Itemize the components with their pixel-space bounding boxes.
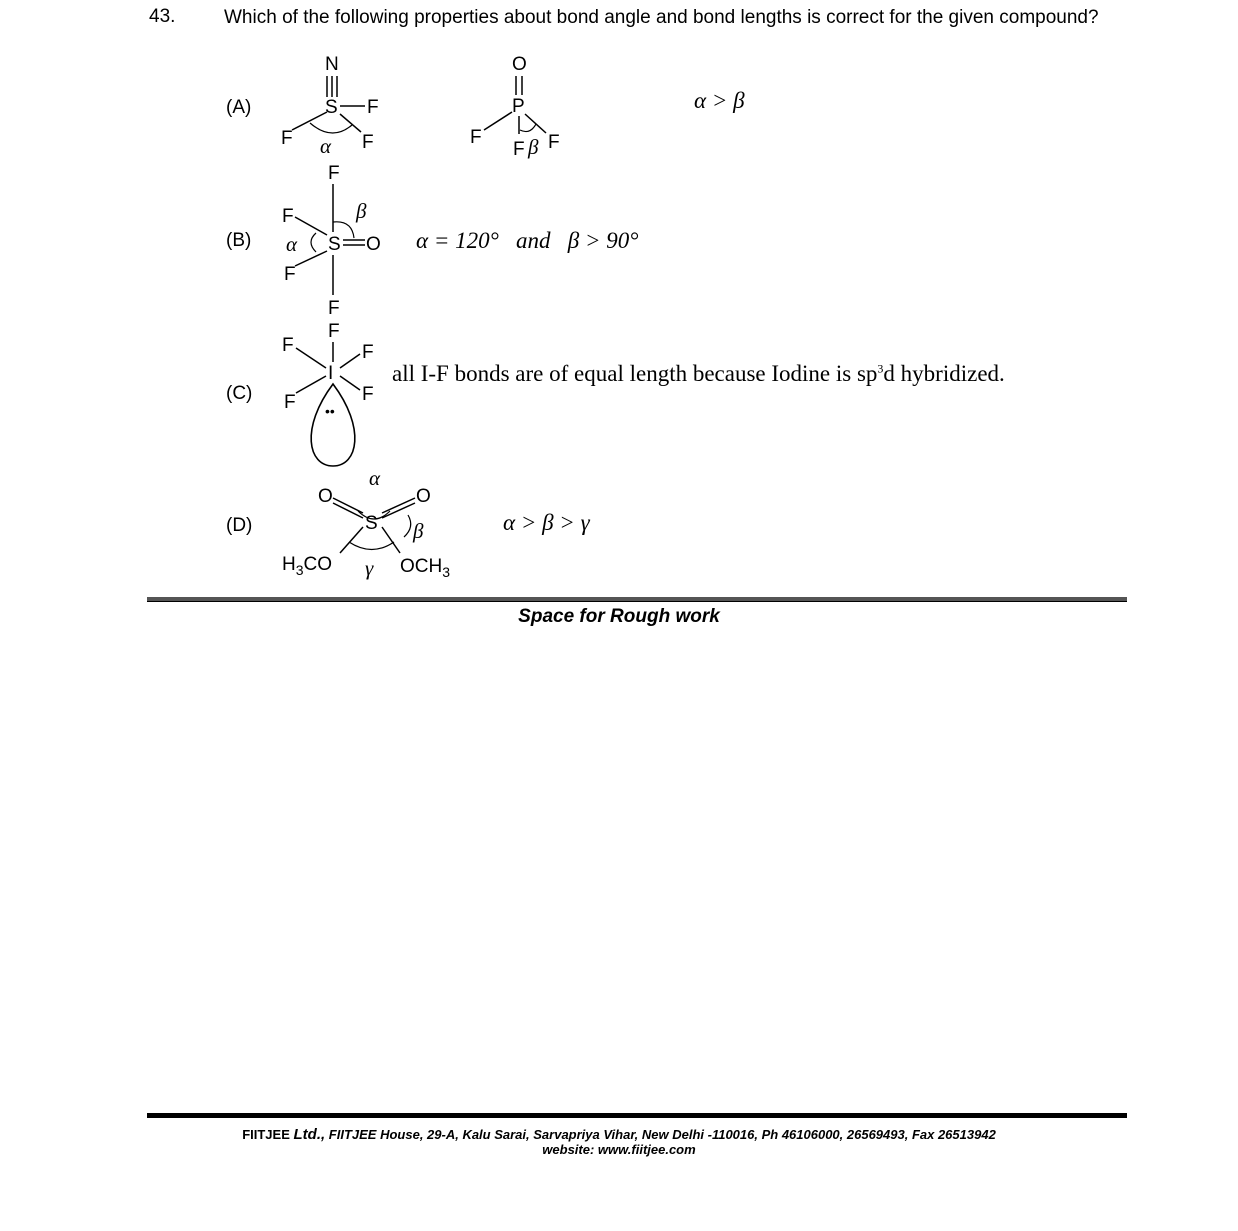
atom-o: O xyxy=(512,54,527,75)
atom-f: F xyxy=(513,139,525,160)
atom-s: S xyxy=(328,234,341,255)
atom-f: F xyxy=(328,321,340,342)
angle-beta: β xyxy=(528,135,539,159)
lone-pair-dots: •• xyxy=(325,403,335,419)
option-a-molecule-pof3 xyxy=(460,50,590,160)
footer-ltd: Ltd., xyxy=(293,1126,326,1143)
section-divider xyxy=(147,597,1127,602)
option-a-molecule-nsf3 xyxy=(270,50,400,160)
angle-alpha: α xyxy=(286,232,298,256)
atom-f: F xyxy=(284,264,296,285)
footer-brand: FIITJEE xyxy=(242,1127,290,1142)
option-d-label: (D) xyxy=(226,515,253,536)
rough-work-heading: Space for Rough work xyxy=(518,606,720,627)
atom-s: S xyxy=(325,97,338,118)
group-h3co: $H_3CO$ xyxy=(282,554,333,578)
footer-divider xyxy=(147,1113,1127,1118)
atom-i: I xyxy=(328,363,334,384)
atom-f: F xyxy=(282,335,294,356)
option-d-condition: α > β > γ xyxy=(503,510,590,535)
atom-f: F xyxy=(281,128,293,149)
atom-f: F xyxy=(282,206,294,227)
atom-f: F xyxy=(328,298,340,319)
atom-f: F xyxy=(362,132,374,153)
atom-p: P xyxy=(512,96,525,117)
atom-f: F xyxy=(284,392,296,413)
option-b-label: (B) xyxy=(226,230,252,251)
atom-o: O xyxy=(366,234,381,255)
angle-beta: β xyxy=(413,519,424,543)
angle-alpha: α xyxy=(320,134,332,158)
option-d-molecule-dimethyl-sulfate xyxy=(270,465,470,587)
angle-gamma: γ xyxy=(365,556,374,580)
atom-f: F xyxy=(362,342,374,363)
footer-address-text: FIITJEE House, 29-A, Kalu Sarai, Sarvapriya Vihar, New Delhi -110016, Ph 46106000, 26569493, Fax 26513942 xyxy=(328,1127,996,1142)
option-b-condition: α = 120° and β > 90° xyxy=(416,228,639,253)
option-a-label: (A) xyxy=(226,97,252,118)
atom-o: O xyxy=(318,486,333,507)
group-och3: $OCH_3$ xyxy=(400,556,451,580)
angle-alpha: α xyxy=(369,466,381,490)
footer-address xyxy=(0,1126,1238,1143)
question-number: 43. xyxy=(149,6,176,27)
atom-f: F xyxy=(548,132,560,153)
option-b-molecule-sof4 xyxy=(270,160,410,320)
atom-n: N xyxy=(325,54,339,75)
atom-f: F xyxy=(367,97,379,118)
atom-f: F xyxy=(470,127,482,148)
angle-beta: β xyxy=(356,199,367,223)
option-c-label: (C) xyxy=(226,383,253,404)
atom-f: F xyxy=(328,163,340,184)
atom-o: O xyxy=(416,486,431,507)
lone-pair-orbital xyxy=(311,384,355,466)
footer-website: website: www.fiitjee.com xyxy=(542,1142,696,1157)
atom-s: S xyxy=(365,513,378,534)
option-a-condition: α > β xyxy=(694,88,745,113)
option-c-condition: all I-F bonds are of equal length because Iodine is $sp^3d$ hybridized. xyxy=(392,361,1005,386)
question-text: Which of the following properties about bond angle and bond lengths is correct for the given compound? xyxy=(224,7,1099,28)
option-c-molecule-if5 xyxy=(270,318,390,473)
atom-f: F xyxy=(362,384,374,405)
